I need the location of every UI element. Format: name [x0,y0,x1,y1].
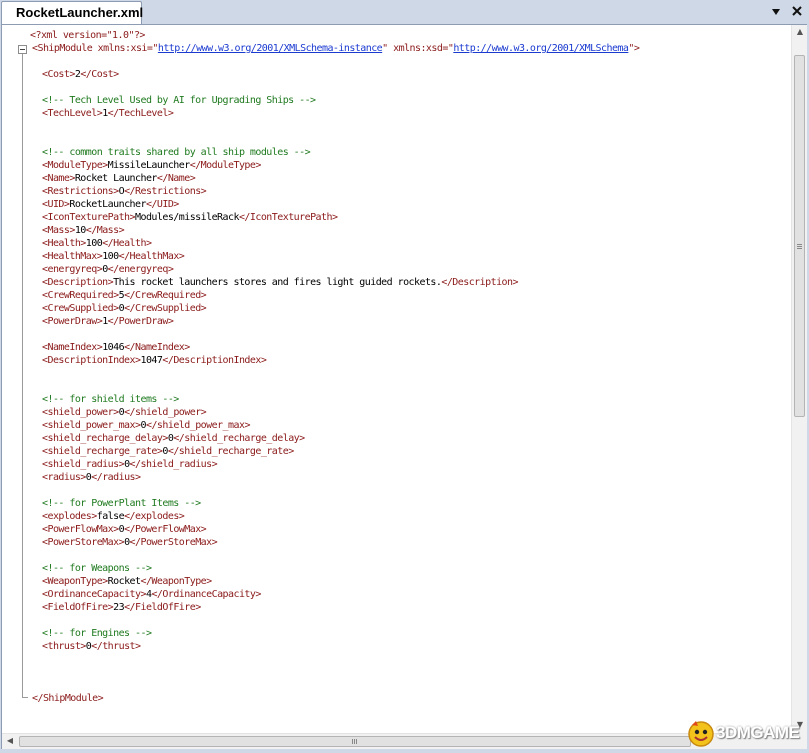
code-token: <!-- for Engines --> [42,628,152,639]
code-token: <ModuleType> [42,160,108,171]
code-line[interactable] [42,250,184,263]
tab-bar [0,0,809,24]
code-token: Rocket Launcher [74,173,157,184]
code-line[interactable] [42,601,201,614]
code-token: 5 [118,290,125,301]
code-token: <ShipModule [32,43,98,54]
code-line[interactable] [42,445,294,458]
code-token: </IconTexturePath> [238,212,338,223]
code-line[interactable] [42,198,179,211]
scroll-thumb-grip-icon [352,739,353,744]
code-token: 1 [102,108,108,119]
code-token: <!-- for shield items --> [42,394,179,405]
code-token: </Name> [156,173,196,184]
code-token: </shield_recharge_rate> [167,446,294,457]
code-token: </Mass> [85,225,125,236]
code-area[interactable] [2,25,790,733]
code-line[interactable] [42,588,261,601]
code-token: </ModuleType> [189,160,261,171]
code-token: 100 [102,251,119,262]
code-token: </WeaponType> [140,576,212,587]
code-token: <PowerStoreMax> [42,537,125,548]
code-token: <FieldOfFire> [42,602,114,613]
code-token: 0 [102,264,108,275]
code-token: 0 [124,459,130,470]
code-token: <IconTexturePath> [42,212,135,223]
code-token: 10 [74,225,86,236]
code-line[interactable] [32,42,639,55]
watermark-text: 3DMGAME [716,723,800,742]
code-token: <Mass> [42,225,75,236]
code-token: 0 [162,446,168,457]
code-token: <?xml version="1.0"?> [30,30,145,41]
code-token: </CrewSupplied> [124,303,207,314]
code-token: RocketLauncher [69,199,146,210]
code-token: </ShipModule> [32,693,104,704]
code-token: <shield_recharge_rate> [42,446,163,457]
code-line[interactable] [42,289,206,302]
tab-rocketlauncher-xml[interactable] [1,1,142,24]
code-token: 0 [118,303,125,314]
code-line[interactable] [42,523,206,536]
code-line[interactable] [42,94,316,107]
code-line[interactable] [42,510,184,523]
code-token: 0 [118,524,125,535]
horizontal-scroll-thumb[interactable] [19,736,691,747]
collapse-toggle-icon[interactable] [18,45,27,54]
code-token: " [447,43,454,54]
code-token: </Restrictions> [124,186,207,197]
code-token: xmlns:xsi= [97,43,153,54]
scroll-thumb-grip-line [797,248,802,249]
code-token: 1047 [140,355,163,366]
code-line[interactable] [42,497,201,510]
code-token: 23 [113,602,125,613]
dropdown-arrow-icon[interactable] [769,4,783,18]
code-line[interactable] [32,692,103,705]
code-token: <DescriptionIndex> [42,355,141,366]
code-line[interactable] [42,640,141,653]
close-icon[interactable] [789,3,805,19]
code-token: false [96,511,125,522]
code-line[interactable] [42,432,305,445]
scroll-thumb-grip-line [354,739,355,744]
code-token: <PowerDraw> [42,316,103,327]
tab-title: RocketLauncher.xml [16,5,144,20]
code-token: </explodes> [124,511,185,522]
vertical-scroll-thumb[interactable] [794,55,805,417]
code-token: <Restrictions> [42,186,119,197]
code-token: </Description> [441,277,518,288]
code-token: </DescriptionIndex> [162,355,267,366]
code-line[interactable] [30,29,145,42]
code-line[interactable] [42,575,212,588]
code-token: <NameIndex> [42,342,103,353]
watermark [684,718,806,748]
code-token: 0 [85,641,92,652]
code-token: 1046 [102,342,125,353]
code-token: </UID> [145,199,179,210]
code-token: 0 [85,472,92,483]
code-token: </Cost> [80,69,119,80]
code-line[interactable] [42,276,518,289]
code-token: <CrewRequired> [42,290,119,301]
code-token: <radius> [42,472,86,483]
code-token: <shield_radius> [42,459,125,470]
code-token: 0 [140,420,146,431]
code-token: <CrewSupplied> [42,303,119,314]
code-line[interactable] [42,458,217,471]
code-token: <Cost> [42,69,75,80]
code-token: </NameIndex> [124,342,190,353]
code-line[interactable] [42,341,190,354]
code-token: <explodes> [42,511,97,522]
code-line[interactable] [42,406,206,419]
code-token: </thrust> [91,641,141,652]
code-token: MissileLauncher [107,160,190,171]
code-token: <!-- common traits shared by all ship modules --> [42,147,311,158]
xml-editor[interactable] [1,24,807,749]
code-token: O [118,186,125,197]
code-token: " [152,43,158,54]
code-line[interactable] [42,315,173,328]
code-token: </shield_power> [124,407,207,418]
code-token: http://www.w3.org/2001/XMLSchema-instance [157,43,383,54]
code-token: </energyreq> [107,264,174,275]
code-token: " [382,43,394,54]
code-token: </CrewRequired> [124,290,207,301]
code-token: <energyreq> [42,264,103,275]
code-line[interactable] [42,302,206,315]
scroll-thumb-grip-line [797,246,802,247]
code-token: http://www.w3.org/2001/XMLSchema [453,43,629,54]
code-token: 100 [85,238,103,249]
code-token: <HealthMax> [42,251,103,262]
code-line[interactable] [42,237,151,250]
code-token: 0 [124,537,130,548]
code-token: <shield_recharge_delay> [42,433,168,444]
code-token: </PowerFlowMax> [124,524,207,535]
scroll-left-icon[interactable]: ◀ [6,736,14,745]
code-token: </shield_recharge_delay> [173,433,305,444]
code-token: <!-- Tech Level Used by AI for Upgrading Ships --> [42,95,316,106]
code-token: 0 [167,433,174,444]
code-token: <!-- for Weapons --> [42,563,152,574]
code-token: 1 [102,316,108,327]
code-line[interactable] [42,159,261,172]
code-token: </HealthMax> [118,251,185,262]
code-line[interactable] [42,146,310,159]
code-token: <PowerFlowMax> [42,524,119,535]
code-token: <shield_power> [42,407,119,418]
code-token: </OrdinanceCapacity> [151,589,261,600]
code-line[interactable] [42,471,141,484]
code-line[interactable] [42,68,119,81]
code-line[interactable] [42,172,195,185]
fold-guide-end [22,697,28,698]
code-line[interactable] [42,393,179,406]
code-token: </radius> [91,472,141,483]
code-line[interactable] [42,224,124,237]
code-token: xmlns:xsd= [393,43,448,54]
code-token: <Health> [42,238,86,249]
scroll-thumb-grip-icon [797,244,802,245]
code-line[interactable] [42,211,337,224]
code-token: </PowerStoreMax> [129,537,218,548]
code-token: </PowerDraw> [107,316,174,327]
scroll-up-icon[interactable]: ▲ [796,27,804,36]
code-token: "> [628,43,640,54]
code-line[interactable] [42,185,206,198]
code-token: </shield_power_max> [145,420,250,431]
fold-guide [22,54,23,697]
code-token: <shield_power_max> [42,420,141,431]
code-token: 2 [74,69,81,80]
code-token: <UID> [42,199,70,210]
mascot-logo-icon [686,718,716,748]
code-token: <Name> [42,173,75,184]
code-token: </FieldOfFire> [124,602,201,613]
scroll-thumb-grip-line [356,739,357,744]
scroll-down-icon[interactable]: ▼ [796,720,804,729]
code-token: <OrdinanceCapacity> [42,589,146,600]
code-line[interactable] [42,107,173,120]
code-token: Rocket [107,576,141,587]
code-token: <WeaponType> [42,576,108,587]
code-token: <Description> [42,277,114,288]
code-token: </shield_radius> [129,459,218,470]
code-token: <TechLevel> [42,108,103,119]
vertical-scrollbar[interactable] [791,25,807,733]
code-line[interactable] [42,562,151,575]
code-token: 0 [118,407,125,418]
code-token: <!-- for PowerPlant Items --> [42,498,201,509]
code-token: <thrust> [42,641,86,652]
code-line[interactable] [42,354,266,367]
code-line[interactable] [42,536,217,549]
code-token: 4 [145,589,152,600]
code-line[interactable] [42,627,151,640]
code-token: </TechLevel> [107,108,174,119]
code-token: </Health> [102,238,152,249]
code-line[interactable] [42,419,250,432]
code-line[interactable] [42,263,173,276]
horizontal-scrollbar[interactable] [2,733,791,749]
code-token: This rocket launchers stores and fires light guided rockets. [113,277,442,288]
code-token: Modules/missileRack [135,212,239,223]
